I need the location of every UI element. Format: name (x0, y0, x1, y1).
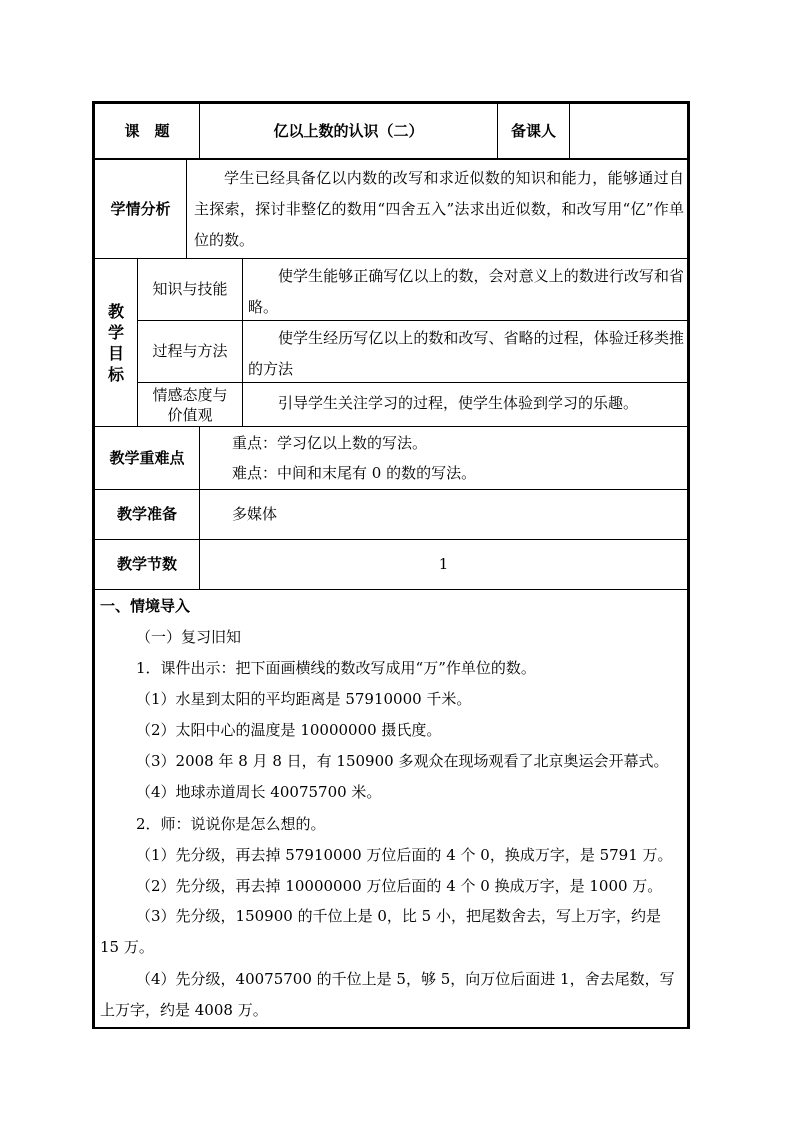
item-2-list-entry: （3）先分级，150900 的千位上是 0，比 5 小，把尾数舍去，写上万字，约是 15 万。 (100, 907, 661, 956)
col-divider (242, 258, 243, 426)
objective-label-attitude-line: 情感态度与 (152, 385, 228, 404)
sessions-value: 1 (438, 555, 449, 573)
preparer-label: 备课人 (510, 121, 556, 140)
objective-text-attitude: 引导学生关注学习的过程，使学生体验到学习的乐趣。 (278, 394, 639, 412)
objectives-label-char: 学 (107, 322, 124, 342)
objective-cell (248, 323, 684, 382)
col-divider (186, 158, 187, 258)
objectives-label-char: 标 (107, 364, 124, 384)
preparer-value[interactable] (570, 104, 687, 158)
item-1-prompt: 1．课件出示：把下面画横线的数改写成用“万”作单位的数。 (136, 659, 536, 677)
item-2-list-entry: （1）先分级，再去掉 57910000 万位后面的 4 个 0，换成万字，是 5791 万。 (136, 846, 673, 864)
item-2-list-entry: （2）先分级，再去掉 10000000 万位后面的 4 个 0 换成万字，是 1000 万。 (136, 877, 663, 895)
objective-label-attitude (138, 383, 242, 426)
objective-cell (248, 261, 684, 320)
subsection-title: （一）复习旧知 (136, 628, 242, 646)
item-1-list-entry: （1）水星到太阳的平均距离是 57910000 千米。 (136, 690, 472, 708)
item-1-list-entry: （3）2008 年 8 月 8 日，有 150900 多观众在现场观看了北京奥运会开幕式。 (136, 752, 669, 770)
preparation-label: 教学准备 (116, 505, 177, 523)
objective-label-attitude-line: 价值观 (167, 405, 213, 424)
keypoints-label: 教学重难点 (109, 448, 185, 467)
analysis-label: 学情分析 (110, 199, 171, 218)
objective-label-process: 过程与方法 (152, 342, 228, 360)
table-border-bottom (92, 1027, 690, 1029)
topic-value: 亿以上数的认识（二） (273, 121, 424, 140)
keypoint-important: 重点：学习亿以上数的写法。 (232, 434, 428, 452)
item-2-prompt: 2．师：说说你是怎么想的。 (136, 815, 326, 833)
objectives-label-char: 目 (107, 343, 124, 363)
objective-text-knowledge: 使学生能够正确写亿以上的数，会对意义上的数进行改写和省略。 (248, 267, 684, 316)
item-1-list-entry: （2）太阳中心的温度是 10000000 摄氏度。 (136, 721, 442, 739)
item-1-list-entry: （4）地球赤道周长 40075700 米。 (136, 783, 382, 801)
sessions-label: 教学节数 (116, 555, 177, 573)
preparation-value: 多媒体 (232, 505, 278, 523)
objective-cell (248, 388, 684, 426)
objective-label-knowledge: 知识与技能 (152, 280, 228, 298)
keypoint-difficult: 难点：中间和末尾有 0 的数的写法。 (232, 464, 477, 482)
objectives-label-char: 教 (107, 301, 124, 321)
analysis-text: 学生已经具备亿以内数的改写和求近似数的知识和能力，能够通过自主探索，探讨非整亿的数用“四舍五入”法求出近似数，和改写用“亿”作单位的数。 (194, 169, 684, 249)
objective-text-process: 使学生经历写亿以上的数和改写、省略的过程，体验迁移类推的方法 (248, 329, 684, 378)
objectives-label (95, 259, 137, 426)
topic-label: 课 题 (124, 121, 170, 140)
section-title: 一、情境导入 (100, 597, 191, 615)
item-2-list-entry: （4）先分级，40075700 的千位上是 5，够 5，向万位后面进 1，舍去尾数，写上万字，约是 4008 万。 (100, 970, 675, 1019)
analysis-cell (194, 163, 684, 258)
row-divider (92, 589, 690, 590)
